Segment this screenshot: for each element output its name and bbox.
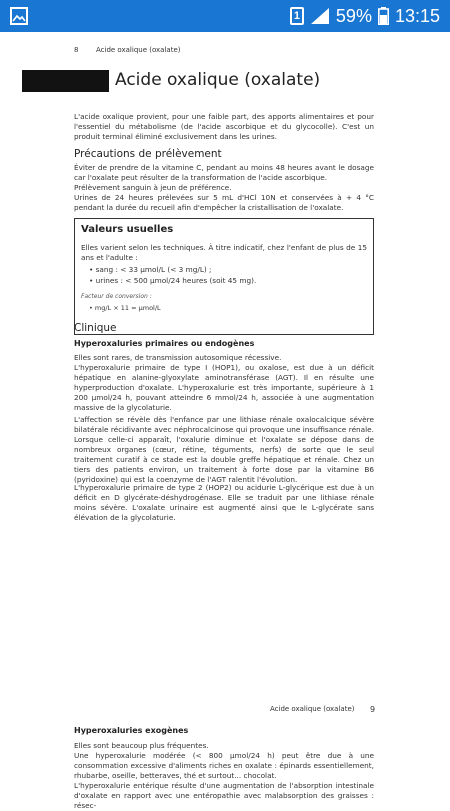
precautions-paragraph-2: Prélèvement sanguin à jeun de préférence. <box>74 183 232 192</box>
hyper-paragraph-3: L'affection se révèle dès l'enfance par une lithiase rénale oxalocalcique sévère bilatérale récidivante avec néphrocalcinose qui provoque une insuffisance rénale. Lorsque celle-ci apparaît, l'oxalurie diminue et l'oxalate se dépose dans de nombreux organes (cœur, rétine, téguments, nerfs) de sorte que le seul traitement curatif à ce stade est la double greffe hépatique et rénale. Chez un tiers des patients environ, un traitement à forte dose par la vitamine B6 (pyridoxine) qui est la coenzyme de l'AGT ralentit l'évolution. <box>74 415 374 484</box>
battery-icon <box>378 7 389 25</box>
hyperoxaluries-exogenes-heading: Hyperoxaluries exogènes <box>74 726 189 735</box>
page-2-number: 9 <box>370 705 376 714</box>
document-viewer[interactable] <box>0 32 450 810</box>
exo-paragraph-1: Elles sont beaucoup plus fréquentes. <box>74 741 209 750</box>
valeurs-item-sang: • sang : < 33 µmol/L (< 3 mg/L) ; <box>89 265 212 274</box>
hyperoxaluries-primaires-heading: Hyperoxaluries primaires ou endogènes <box>74 339 255 348</box>
sim-slot-icon: 1 <box>290 7 304 25</box>
page-number: 8 <box>74 46 79 54</box>
valeurs-heading: Valeurs usuelles <box>81 224 174 235</box>
valeurs-usuelles-box <box>74 218 374 335</box>
signal-icon <box>310 7 330 25</box>
title-block <box>22 70 109 92</box>
clock: 13:15 <box>394 5 440 26</box>
status-right <box>290 0 440 32</box>
battery-percent: 59% <box>335 5 372 26</box>
precautions-paragraph-3: Urines de 24 heures prélevées sur 5 mL d'HCl 10N et conservées à + 4 °C pendant la durée du recueil afin d'empêcher la cristallisation de l'oxalate. <box>74 193 374 212</box>
hyper-paragraph-2: L'hyperoxalurie primaire de type I (HOP1), ou oxalose, est due à un déficit hépatique en alanine-glyoxylate aminotransférase (AGT). Il en résulte une hyperproduction d'oxalate. L'hyperoxalurie est très importante, supérieure à 1 200 µmol/24 h, pouvant atteindre 6 mmol/24 h, associée à une augmentation massive de la glycolaturie. <box>74 363 374 412</box>
running-header: Acide oxalique (oxalate) <box>96 46 181 54</box>
status-bar <box>0 0 450 32</box>
valeurs-item-sang-text: sang : < 33 µmol/L (< 3 mg/L) ; <box>95 265 212 274</box>
intro-paragraph: L'acide oxalique provient, pour une faible part, des apports alimentaires et pour l'essentiel du métabolisme (de l'acide ascorbique et du glycocolle). C'est un produit terminal éliminé exclusivement dans les urines. <box>74 112 374 141</box>
valeurs-intro: Elles varient selon les techniques. À titre indicatif, chez l'enfant de plus de 15 ans et l'adulte : <box>81 243 367 262</box>
hyper-paragraph-4: L'hyperoxalurie primaire de type 2 (HOP2) ou acidurie L-glycérique est due à un déficit en D glycérate-déshydrogénase. Elle se traduit par une lithiase rénale moins sévère. L'oxalate urinaire est augmenté ainsi que le L-glycérate sans élévation de la glycolaturie. <box>74 483 374 522</box>
precautions-paragraph-1: Éviter de prendre de la vitamine C, pendant au moins 48 heures avant le dosage car l'oxalate peut résulter de la transformation de l'acide ascorbique. <box>74 163 374 182</box>
exo-paragraph-3: L'hyperoxalurie entérique résulte d'une augmentation de l'absorption intestinale d'oxalate en rapport avec une entéropathie avec malabsorption des graisses : résec- <box>74 781 374 810</box>
page-2-running-header: Acide oxalique (oxalate) <box>270 705 355 713</box>
page-title: Acide oxalique (oxalate) <box>115 70 321 90</box>
clinique-heading: Clinique <box>74 322 117 334</box>
facteur-value: • mg/L × 11 = µmol/L <box>89 304 161 312</box>
exo-paragraph-2: Une hyperoxalurie modérée (< 800 µmol/24 h) peut être due à une consommation excessive d'aliments riches en oxalate : épinards essentiellement, rhubarbe, oseille, betteraves, thé et surtout... chocolat. <box>74 751 374 780</box>
precautions-heading: Précautions de prélèvement <box>74 148 222 160</box>
hyper-paragraph-1: Elles sont rares, de transmission autosomique récessive. <box>74 353 282 362</box>
facteur-label: Facteur de conversion : <box>81 293 152 300</box>
valeurs-item-urines: • urines : < 500 µmol/24 heures (soit 45 mg). <box>89 276 257 285</box>
gallery-icon <box>10 7 28 25</box>
facteur-value-text: mg/L × 11 = µmol/L <box>94 304 161 312</box>
valeurs-item-urines-text: urines : < 500 µmol/24 heures (soit 45 mg). <box>95 276 257 285</box>
